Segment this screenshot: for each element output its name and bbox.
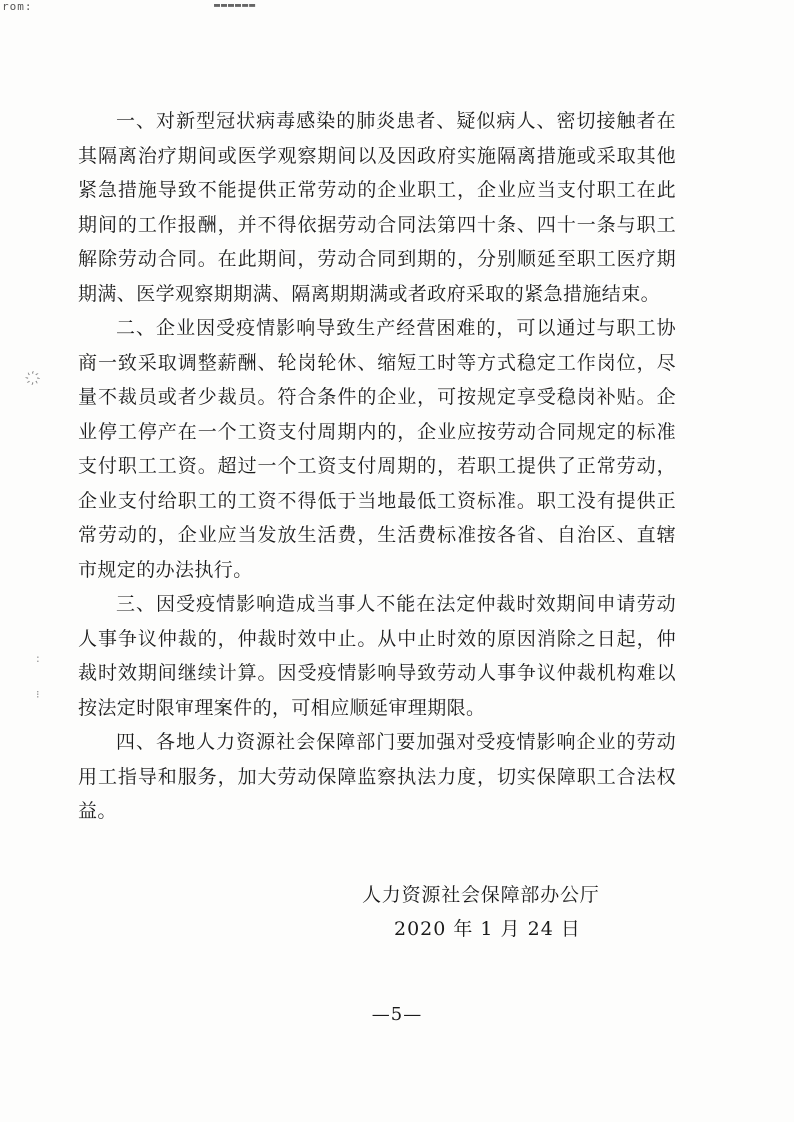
page-number: —5— (371, 1004, 423, 1025)
issue-date: 2020 年 1 月 24 日 (394, 918, 581, 940)
scan-artifact: ҉ (36, 372, 41, 385)
scan-artifact: ⁝ (36, 688, 40, 701)
paragraph-2: 二、企业因受疫情影响导致生产经营困难的，可以通过与职工协商一致采取调整薪酬、轮岗轮休、缩短工时等方式稳定工作岗位，尽量不裁员或者少裁员。符合条件的企业，可按规定享受稳岗补贴。企业停工停产在一个工资支付周期内的，企业应按劳动合同规定的标准支付职工工资。超过一个工资支付周期的，若职工提供了正常劳动，企业支付给职工的工资不得低于当地最低工资标准。职工没有提供正常劳动的，企业应当发放生活费，生活费标准按各省、自治区、直辖市规定的办法执行。 (78, 317, 676, 581)
fax-header-text: rom: (2, 0, 33, 13)
fax-header-marks: ▬▬▬▬▬▬ (214, 0, 257, 11)
paragraph-4: 四、各地人力资源社会保障部门要加强对受疫情影响企业的劳动用工指导和服务，加大劳动保障监察执法力度，切实保障职工合法权益。 (78, 731, 676, 822)
signature-block (362, 878, 622, 946)
issuing-office: 人力资源社会保障部办公厅 (362, 884, 600, 906)
scan-artifact: : (36, 652, 40, 665)
paragraph-3: 三、因受疫情影响造成当事人不能在法定仲裁时效期间申请劳动人事争议仲裁的，仲裁时效中止。从中止时效的原因消除之日起，仲裁时效期间继续计算。因受疫情影响导致劳动人事争议仲裁机构难以按法定时限审理案件的，可相应顺延审理期限。 (78, 593, 676, 719)
paragraph-1: 一、对新型冠状病毒感染的肺炎患者、疑似病人、密切接触者在其隔离治疗期间或医学观察期间以及因政府实施隔离措施或采取其他紧急措施导致不能提供正常劳动的企业职工，企业应当支付职工在此期间的工作报酬，并不得依据劳动合同法第四十条、四十一条与职工解除劳动合同。在此期间，劳动合同到期的，分别顺延至职工医疗期期满、医学观察期期满、隔离期期满或者政府采取的紧急措施结束。 (78, 110, 676, 305)
document-body (78, 104, 676, 829)
